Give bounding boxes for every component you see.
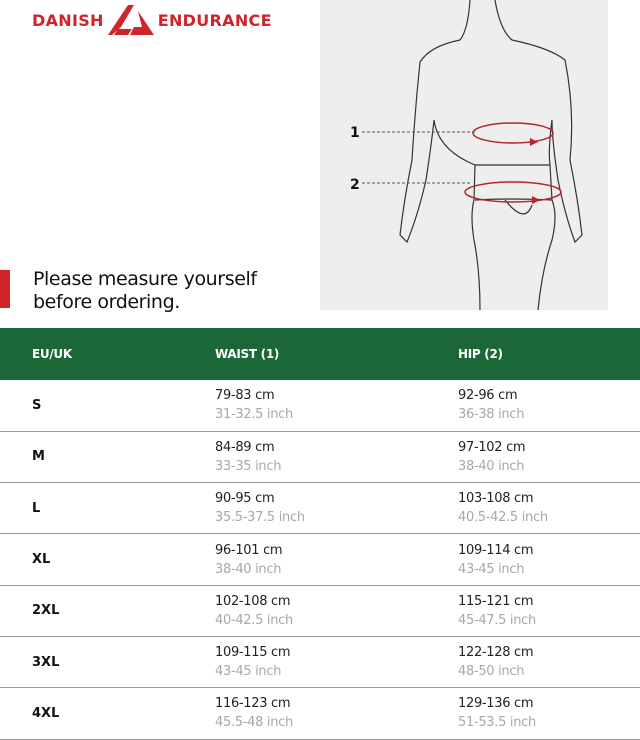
hip-inch: 45-47.5 inch [458, 612, 536, 628]
hip-cell [458, 431, 640, 482]
intro-line-2: before ordering. [33, 291, 180, 313]
hip-cm: 115-121 cm [458, 593, 534, 609]
table-row [0, 585, 640, 636]
waist-cell [215, 431, 458, 482]
hip-cm: 122-128 cm [458, 645, 534, 661]
waist-cm: 84-89 cm [215, 439, 275, 455]
waist-cell [215, 636, 458, 687]
table-row [0, 688, 640, 739]
table-header [0, 328, 640, 380]
table-row [0, 431, 640, 482]
waist-cm: 90-95 cm [215, 491, 275, 507]
waist-cm: 109-115 cm [215, 645, 291, 661]
hip-cm: 109-114 cm [458, 542, 534, 558]
waist-inch: 38-40 inch [215, 561, 282, 577]
hip-cell [458, 636, 640, 687]
hip-inch: 48-50 inch [458, 664, 525, 680]
size-table [0, 328, 640, 740]
hip-cm: 103-108 cm [458, 491, 534, 507]
table-row [0, 380, 640, 431]
hip-cell [458, 483, 640, 534]
waist-inch: 31-32.5 inch [215, 407, 293, 423]
hip-inch: 51-53.5 inch [458, 715, 536, 731]
hip-cm: 97-102 cm [458, 439, 526, 455]
hip-inch: 36-38 inch [458, 407, 525, 423]
brand-logo [32, 4, 272, 36]
waist-cm: 79-83 cm [215, 388, 275, 404]
waist-cell [215, 534, 458, 585]
waist-marker-label: 1 [350, 125, 360, 141]
table-row [0, 636, 640, 687]
header-hip: HIP (2) [458, 347, 503, 361]
intro-line-1: Please measure yourself [33, 268, 257, 290]
waist-inch: 33-35 inch [215, 458, 282, 474]
waist-inch: 35.5-37.5 inch [215, 510, 305, 526]
size-cell: XL [0, 534, 215, 585]
size-cell: 4XL [0, 688, 215, 739]
hip-marker-label: 2 [350, 177, 360, 193]
waist-cell [215, 688, 458, 739]
hip-cell [458, 585, 640, 636]
accent-bar [0, 270, 10, 308]
header-size: EU/UK [32, 347, 72, 361]
table-row [0, 483, 640, 534]
waist-cell [215, 483, 458, 534]
hip-inch: 43-45 inch [458, 561, 525, 577]
hip-cell [458, 688, 640, 739]
size-cell: 3XL [0, 636, 215, 687]
table-row [0, 534, 640, 585]
waist-cm: 102-108 cm [215, 593, 291, 609]
size-cell: S [0, 380, 215, 431]
waist-inch: 40-42.5 inch [215, 612, 293, 628]
body-illustration [320, 0, 608, 310]
hip-cell [458, 380, 640, 431]
waist-cell [215, 585, 458, 636]
measurement-figure [320, 0, 608, 310]
size-cell: L [0, 483, 215, 534]
hip-cell [458, 534, 640, 585]
size-cell: 2XL [0, 585, 215, 636]
hip-cm: 129-136 cm [458, 696, 534, 712]
brand-left: DANISH [32, 10, 104, 30]
waist-inch: 45.5-48 inch [215, 715, 293, 731]
hip-inch: 40.5-42.5 inch [458, 510, 548, 526]
waist-cell [215, 380, 458, 431]
intro-text [33, 268, 257, 314]
waist-cm: 96-101 cm [215, 542, 283, 558]
waist-cm: 116-123 cm [215, 696, 291, 712]
waist-inch: 43-45 inch [215, 664, 282, 680]
hip-inch: 38-40 inch [458, 458, 525, 474]
brand-mountain-icon [108, 5, 154, 35]
size-cell: M [0, 431, 215, 482]
header-waist: WAIST (1) [215, 347, 280, 361]
brand-right: ENDURANCE [157, 10, 272, 30]
hip-cm: 92-96 cm [458, 388, 518, 404]
